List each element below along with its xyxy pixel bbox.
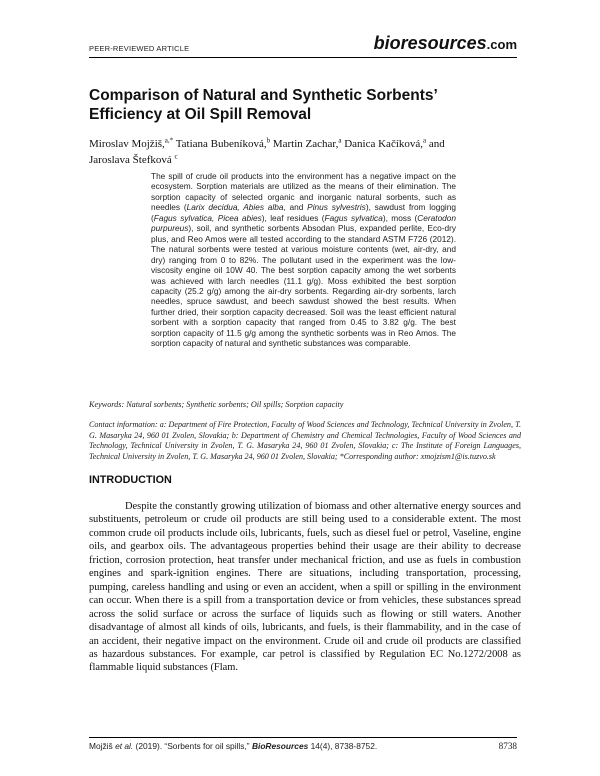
author-affiliation: a, (164, 136, 170, 145)
abstract-text: , and (283, 202, 308, 213)
species-name: Fagus sylvatica (324, 212, 383, 223)
author-affiliation: a (338, 136, 342, 145)
keywords: Keywords: Natural sorbents; Synthetic sorbents; Oil spills; Sorption capacity (89, 400, 344, 409)
citation-volume: 14(4), 8738-8752. (308, 741, 378, 751)
abstract-text: ), leaf residues ( (261, 212, 325, 223)
abstract-text: ), moss ( (382, 212, 418, 223)
article-title: Comparison of Natural and Synthetic Sorbents’ Efficiency at Oil Spill Removal (89, 87, 437, 123)
author-name: Tatiana Bubeníková, (175, 138, 267, 150)
citation-footer (89, 741, 377, 751)
header-rule (89, 57, 517, 58)
citation-etal: et al. (115, 741, 134, 751)
corresponding-mark: * (169, 136, 174, 145)
species-name: Larix decidua, Abies alba (186, 202, 284, 213)
author-affiliation: b (266, 136, 271, 145)
abstract-text: The spill of crude oil products into the environment has a negative impact on the ecosystem. Sorption materials are utilized as the means of their elimination. The sorption capacity of selected organic and inorganic natural sorbents, such as needles ( (151, 171, 456, 213)
author-name: Danica Kačíková, (344, 138, 424, 150)
citation-title: (2019). “Sorbents for oil spills,” (133, 741, 252, 751)
author-name: Jaroslava Štefková (89, 154, 172, 166)
author-name: Martin Zachar, (272, 138, 339, 150)
author-affiliation: a (423, 136, 427, 145)
page-number: 8738 (498, 741, 517, 751)
journal-brand (374, 33, 517, 54)
brand-suffix: .com (486, 37, 517, 52)
section-heading: INTRODUCTION (89, 474, 172, 486)
abstract-text: ), soil, and synthetic sorbents Absodan Plus, expanded perlite, Eco-dry plus, and Reo Amos were all tested according to the standard ASTM F726 (2012). The natural sorbents were tested at various moisture contents (wet, air-dry, and dry) ranging from 0 to 82%. The pollutant used in the experiment was the low-viscosity engine oil 10W 40. The best sorption capacity among the wet sorbents was achieved with larch needles (11.1 g/g). Moss exhibited the best sorption capacity (25.2 g/g) among the air-dry sorbents. Regarding air-dry sorbents, larch needles, spruce sawdust, and beech sawdust showed the best results. When further dried, their sorption capacity decreased. Soil was the least efficient natural sorbent with a sorption capacity that ranged from 0.45 to 3.82 g/g. The best sorption capacity of 11.5 g/g among the synthetic sorbents was in Reo Amos. The sorption capacity of natural and synthetic substances was comparable. (151, 223, 456, 349)
introduction-text: Despite the constantly growing utilization of biomass and other alternative energy sources and substituents, petroleum or crude oil products are still being used to a considerable extent. The most common crude oil products include oils, lubricants, fuels, such as diesel fuel or petrol, Vaseline, engine oils, and gearbox oils. The advantageous properties behind their usage are their ability to decrease friction, corrosion protection, heat transfer under mechanical friction, and use as fuels in combustion engines and spark-ignition engines. There are situations, including transportation, processing, pumping, careless handling and using or even an accident, when a spill or spilling in the environment can occur. When there is a spill from a transportation device or from vehicles, these substances spread across the solid surface or across the surface of liquids such as flowing or still waters. Another disadvantage of almost all kinds of oils, lubricants, and fuels, is their flammability, and in the case of an accident, their negative impact on the environment. Crude oil and crude oil products are classified as hazardous substances. For example, car petrol is classified by Regulation EC No.1272/2008 as flammable liquid substances (Flam. (89, 501, 521, 674)
abstract-text: ), sawdust from logging ( (151, 202, 457, 223)
species-name: Pinus sylvestris (307, 202, 366, 213)
introduction-paragraph (89, 500, 521, 675)
species-name: Ceratodon purpureus (151, 212, 457, 234)
author-affiliation: c (174, 152, 178, 161)
author-conjunction: and (428, 138, 445, 150)
species-name: Fagus sylvatica, Picea abies (153, 212, 262, 223)
author-list (89, 136, 519, 168)
author-name: Miroslav Mojžiš, (89, 138, 165, 150)
citation-journal: BioResources (251, 741, 309, 751)
running-header-label: PEER-REVIEWED ARTICLE (89, 44, 190, 53)
contact-information: Contact information: a: Department of Fire Protection, Faculty of Wood Sciences and Technology, Technical University in Zvolen, T. G. Masaryka 24, 960 01 Zvolen, Slovakia; b: Department of Chemistry and Chemical Technologies, Faculty of Wood Sciences and Technology, Technical University in Zvolen, T. G. Masaryka 24, 960 01 Zvolen, Slovakia; c: The Institute of Foreign Languages, Technical University in Zvolen, T. G. Masaryka 24, 960 01 Zvolen, Slovakia; *Corresponding author: xmojzism1@is.tuzvo.sk (89, 420, 521, 462)
citation-authors: Mojžiš (89, 741, 116, 751)
abstract (151, 171, 456, 349)
footer-rule (89, 737, 517, 738)
brand-name: bioresources (373, 33, 487, 53)
